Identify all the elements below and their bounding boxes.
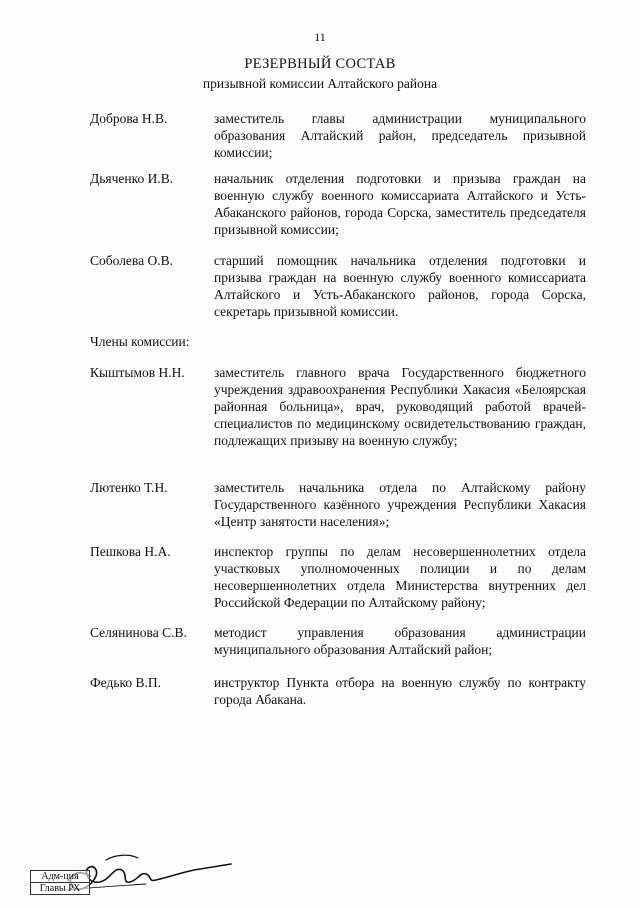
entry-name: Доброва Н.В. [90,111,168,126]
members-heading: Члены комиссии: [90,334,190,349]
entry-name: Кыштымов Н.Н. [90,365,185,380]
entry-role: заместитель начальника отдела по Алтайскому району Государственного казённого учреждения Республики Хакасия «Центр занятости населения»; [214,480,586,529]
stamp-line-2: Главы РХ [39,883,81,894]
entry-role: инструктор Пункта отбора на военную службу по контракту города Абакана. [214,675,586,707]
entry-role: старший помощник начальника отделения подготовки и призыва граждан на военную службу военного комиссариата Алтайского и Усть-Абаканского районов, города Сорска, секретарь призывной комиссии. [214,253,586,319]
stamp [30,870,90,895]
stamp-line-1: Адм-ция [31,871,89,883]
entry-role: инспектор группы по делам несовершеннолетних отдела участковых уполномоченных полиции и по делам несовершеннолетних отдела Министерства внутренних дел Российской Федерации по Алтайскому району; [214,544,586,610]
entry-role: заместитель главы администрации муниципального образования Алтайский район, председатель призывной комиссии; [214,111,586,160]
entry-name: Федько В.П. [90,675,162,690]
entry-name: Лютенко Т.Н. [90,480,168,495]
entry-name: Соболева О.В. [90,253,173,268]
signature-area [26,846,266,902]
entry-role: начальник отделения подготовки и призыва граждан на военную службу военного комиссариата Алтайского и Усть-Абаканского районов, города Сорска, заместитель председателя призывной комиссии; [214,171,586,237]
entry-role: методист управления образования администрации муниципального образования Алтайский район; [214,625,586,657]
entry-name: Селянинова С.В. [90,625,187,640]
document-subtitle: призывной комиссии Алтайского района [202,76,438,91]
page-number: 11 [314,30,326,44]
entry-name: Пешкова Н.А. [90,544,171,559]
entry-role: заместитель главного врача Государственного бюджетного учреждения здравоохранения Республики Хакасия «Белоярская районная больница», врач, руководящий работой врачей-специалистов по медицинскому освидетельствованию граждан, подлежащих призыву на военную службу; [214,365,586,448]
document-title: РЕЗЕРВНЫЙ СОСТАВ [244,56,396,72]
entry-name: Дьяченко И.В. [90,171,174,186]
